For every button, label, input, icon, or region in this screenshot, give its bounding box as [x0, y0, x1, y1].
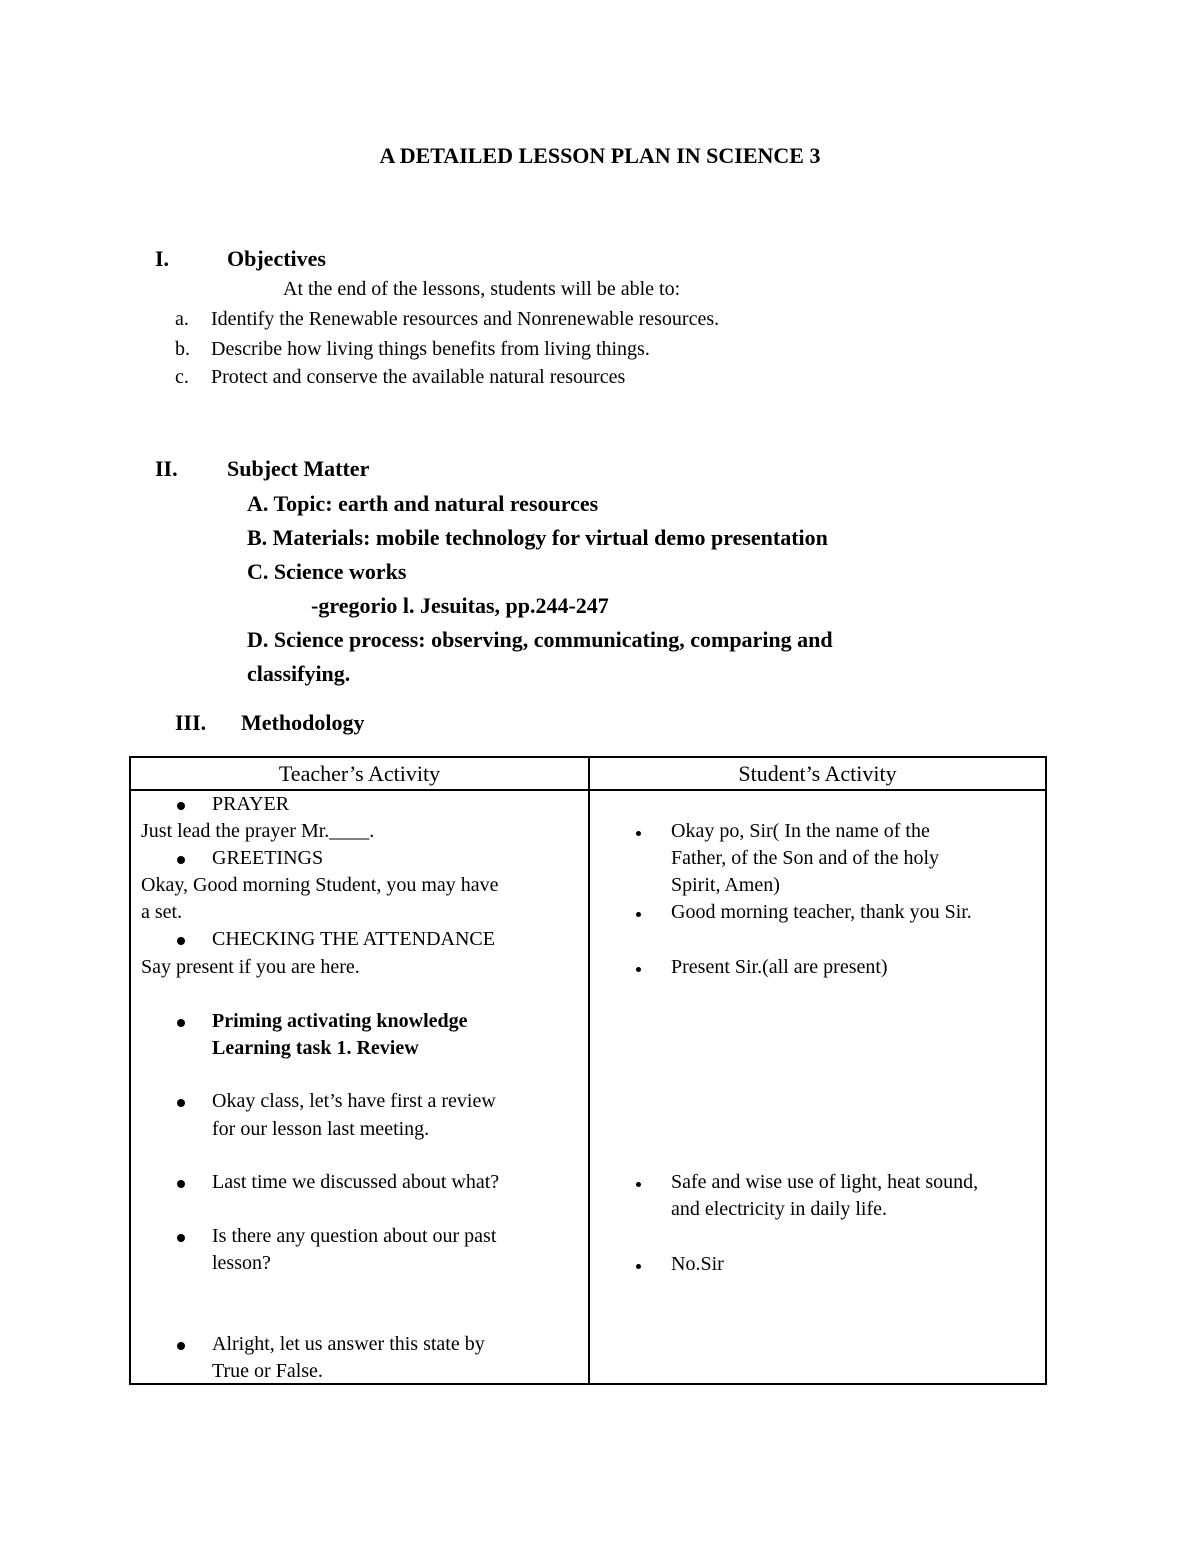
table-header-rule — [131, 789, 1045, 791]
section-heading-methodology: Methodology — [241, 710, 365, 735]
teacher-greetings-text-cont: a set. — [141, 901, 183, 923]
bullet-icon — [636, 831, 641, 836]
student-greeting: Good morning teacher, thank you Sir. — [671, 901, 972, 923]
teacher-review: Okay class, let’s have first a review — [212, 1090, 496, 1112]
bullet-icon — [177, 1099, 185, 1107]
teacher-last-time: Last time we discussed about what? — [212, 1171, 500, 1193]
objective-marker: a. — [175, 308, 189, 330]
student-prayer-end: Spirit, Amen) — [671, 874, 780, 896]
teacher-attendance-text: Say present if you are here. — [141, 956, 360, 978]
teacher-question: Is there any question about our past — [212, 1225, 497, 1247]
teacher-prayer-text: Just lead the prayer Mr.____. — [141, 820, 375, 842]
bullet-icon — [177, 1234, 185, 1242]
student-safe-use: Safe and wise use of light, heat sound, — [671, 1171, 979, 1193]
bullet-icon — [636, 967, 641, 972]
bullet-icon — [177, 856, 185, 864]
teacher-attendance-label: CHECKING THE ATTENDANCE — [212, 928, 495, 950]
subject-reference: -gregorio l. Jesuitas, pp.244-247 — [311, 593, 609, 618]
teacher-prayer-label: PRAYER — [212, 793, 290, 815]
section-heading-subject-matter: Subject Matter — [227, 456, 370, 481]
subject-science-works: C. Science works — [247, 559, 407, 584]
teacher-priming: Priming activating knowledge — [212, 1010, 468, 1032]
bullet-icon — [177, 1342, 185, 1350]
bullet-icon — [177, 937, 185, 945]
teacher-review-cont: for our lesson last meeting. — [212, 1118, 430, 1140]
objective-marker: b. — [175, 338, 190, 360]
methodology-table — [129, 756, 1047, 1385]
bullet-icon — [636, 1264, 641, 1269]
student-prayer: Okay po, Sir( In the name of the — [671, 820, 930, 842]
objective-item: Identify the Renewable resources and Nonrenewable resources. — [211, 308, 720, 330]
subject-process-cont: classifying. — [247, 661, 351, 686]
student-present: Present Sir.(all are present) — [671, 956, 888, 978]
table-divider — [588, 758, 590, 1383]
section-heading-objectives: Objectives — [227, 246, 326, 271]
section-number-methodology: III. — [175, 710, 207, 735]
teacher-question-cont: lesson? — [212, 1252, 271, 1274]
student-prayer-cont: Father, of the Son and of the holy — [671, 847, 940, 869]
section-number-subject-matter: II. — [155, 456, 178, 481]
bullet-icon — [177, 1019, 185, 1027]
bullet-icon — [177, 1180, 185, 1188]
teacher-answer-cont: True or False. — [212, 1360, 323, 1382]
teacher-learning-task: Learning task 1. Review — [212, 1037, 419, 1059]
bullet-icon — [636, 1182, 641, 1187]
teacher-greetings-text: Okay, Good morning Student, you may have — [141, 874, 499, 896]
teacher-answer: Alright, let us answer this state by — [212, 1333, 485, 1355]
objective-item: Describe how living things benefits from living things. — [211, 338, 650, 360]
teacher-greetings-label: GREETINGS — [212, 847, 324, 869]
bullet-icon — [636, 912, 641, 917]
subject-topic: A. Topic: earth and natural resources — [247, 491, 599, 516]
subject-process: D. Science process: observing, communicating, comparing and — [247, 627, 833, 652]
teacher-activity-header: Teacher’s Activity — [278, 761, 441, 786]
objectives-intro: At the end of the lessons, students will be able to: — [283, 278, 681, 300]
bullet-icon — [177, 802, 185, 810]
subject-materials: B. Materials: mobile technology for virtual demo presentation — [247, 525, 828, 550]
objective-item: Protect and conserve the available natural resources — [211, 366, 626, 388]
student-activity-header: Student’s Activity — [738, 761, 897, 786]
student-safe-use-cont: and electricity in daily life. — [671, 1198, 888, 1220]
page-title: A DETAILED LESSON PLAN IN SCIENCE 3 — [379, 143, 821, 168]
section-number-objectives: I. — [155, 246, 170, 271]
student-no: No.Sir — [671, 1253, 724, 1275]
objective-marker: c. — [175, 366, 189, 388]
